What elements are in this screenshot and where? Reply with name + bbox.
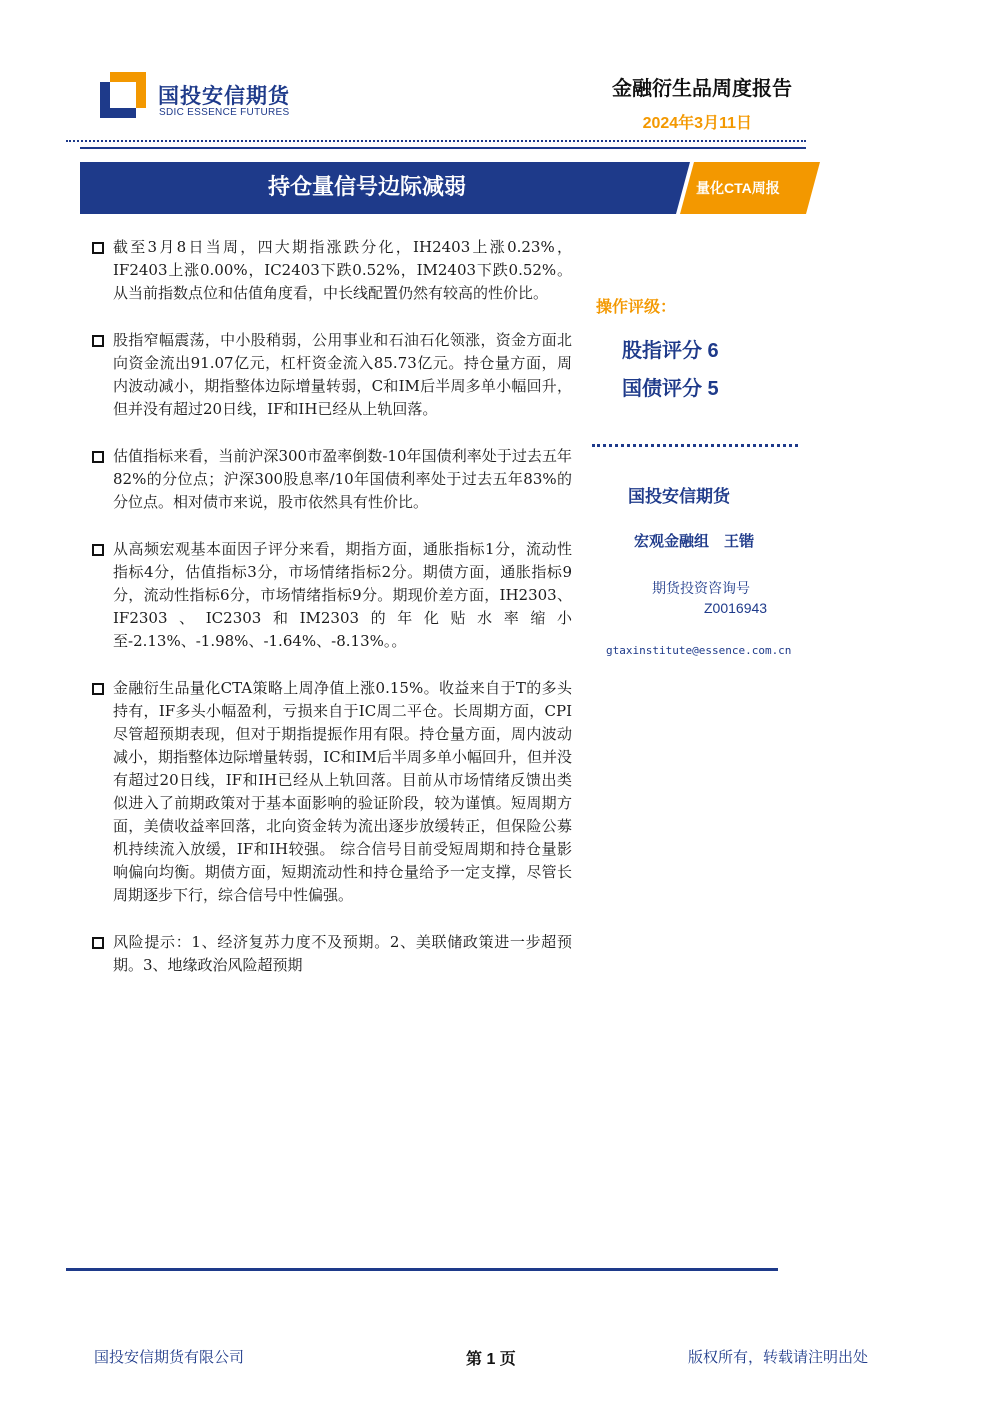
square-bullet-icon — [92, 451, 104, 463]
bullet-item — [92, 445, 572, 514]
bullet-text: 截至3月8日当周，四大期指涨跌分化，IH2403上涨0.23%，IF2403上涨0.00%，IC2403下跌0.52%，IM2403下跌0.52%。从当前指数点位和估值角度看，中长线配置仍然有较高的性价比。 — [113, 238, 572, 302]
bullet-text: 金融衍生品量化CTA策略上周净值上涨0.15%。收益来自于T的多头持有，IF多头小幅盈利，亏损来自于IC周二平仓。长周期方面，CPI尽管超预期表现，但对于期指提振作用有限。持仓量方面，周内波动减小，期指整体边际增量转弱，IC和IM后半周多单小幅回升，但并没有超过20日线，IF和IH已经从上轨回落。目前从市场情绪反馈出类似进入了前期政策对于基本面影响的验证阶段，较为谨慎。短周期方面，美债收益率回落，北向资金转为流出逐步放缓转正，但保险公募机持续流入放缓，IF和IH较强。 综合信号目前受短周期和持仓量影响偏向均衡。期债方面，短期流动性和持仓量给予一定支撑，尽管长周期逐步下行，综合信号中性偏强。 — [113, 679, 572, 904]
logo-mark-icon — [100, 72, 146, 118]
license-number: Z0016943 — [704, 600, 768, 616]
header-divider — [80, 147, 806, 149]
index-score: 股指评分 6 — [622, 340, 719, 362]
square-bullet-icon — [92, 242, 104, 254]
report-date: 2024年3月11日 — [642, 115, 752, 132]
report-category-tag: 量化CTA周报 — [696, 180, 780, 196]
bullet-item — [92, 677, 572, 907]
company-logo — [100, 72, 300, 126]
contact-email[interactable]: gtaxinstitute@essence.com.cn — [606, 644, 792, 657]
page-number: 第 1 页 — [466, 1351, 516, 1368]
bullet-item — [92, 538, 572, 653]
bullet-text: 风险提示：1、经济复苏力度不及预期。2、美联储政策进一步超预期。3、地缘政治风险超预期 — [113, 933, 572, 974]
license-label: 期货投资咨询号 — [652, 580, 750, 596]
rating-label: 操作评级： — [596, 299, 677, 316]
logo-cn-text: 国投安信期货 — [158, 85, 290, 108]
author-company: 国投安信期货 — [628, 487, 730, 506]
page-title: 持仓量信号边际减弱 — [268, 174, 467, 199]
bullet-text: 估值指标来看，当前沪深300市盈率倒数-10年国债利率处于过去五年82%的分位点；沪深300股息率/10年国债利率处于过去五年83%的分位点。相对债市来说，股市依然具有性价比。 — [113, 447, 572, 511]
square-bullet-icon — [92, 937, 104, 949]
bullet-item — [92, 329, 572, 421]
bullet-item — [92, 236, 572, 305]
square-bullet-icon — [92, 544, 104, 556]
summary-bullets — [92, 236, 572, 1001]
square-bullet-icon — [92, 683, 104, 695]
bullet-item — [92, 931, 572, 977]
bullet-text: 股指窄幅震荡，中小股稍弱，公用事业和石油石化领涨，资金方面北向资金流出91.07亿元，杠杆资金流入85.73亿元。持仓量方面，周内波动减小，期指整体边际增量转弱，C和IM后半周多单小幅回升，但并没有超过20日线，IF和IH已经从上轨回落。 — [113, 331, 572, 418]
logo-en-text: SDIC ESSENCE FUTURES — [159, 107, 290, 118]
footer-copyright: 版权所有，转载请注明出处 — [688, 1348, 869, 1366]
bullet-text: 从高频宏观基本面因子评分来看，期指方面，通胀指标1分，流动性指标4分，估值指标3分，市场情绪指标2分。期债方面，通胀指标9分，流动性指标6分，市场情绪指标9分。期现价差方面，IH2303、IF2303、IC2303和IM2303的年化贴水率缩小至-2.13%、-1.98%、-1.64%、-8.13%。。 — [113, 540, 572, 650]
footer-company: 国投安信期货有限公司 — [94, 1348, 245, 1366]
report-type: 金融衍生品周度报告 — [612, 78, 792, 100]
side-divider-dotted — [592, 444, 798, 447]
header-divider-dotted — [66, 140, 806, 142]
author-group: 宏观金融组 王锴 — [634, 533, 755, 550]
footer-divider — [66, 1268, 778, 1271]
square-bullet-icon — [92, 335, 104, 347]
bond-score: 国债评分 5 — [622, 378, 719, 400]
